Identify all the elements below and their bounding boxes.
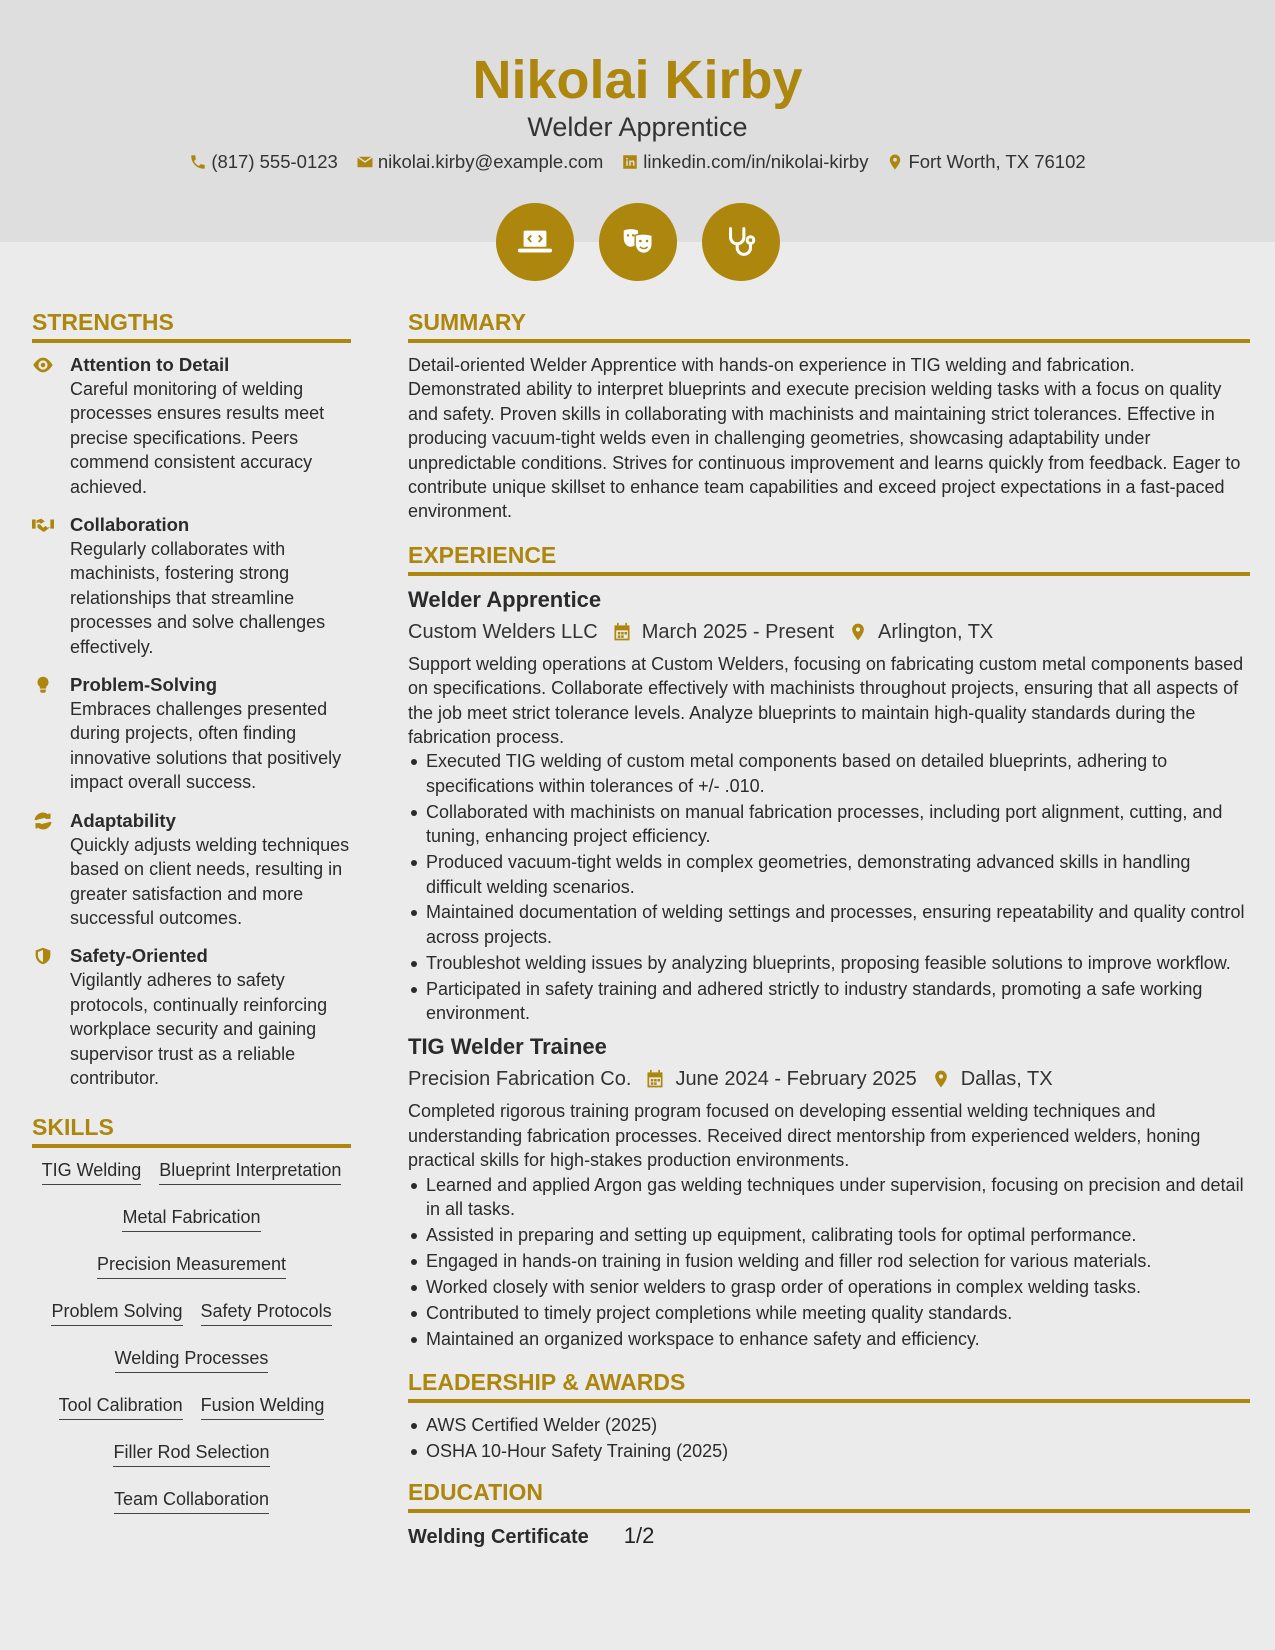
page-number: 1/2 xyxy=(623,1523,655,1549)
handshake-icon xyxy=(32,516,54,534)
badge-masks xyxy=(599,203,677,281)
job-location: Dallas, TX xyxy=(960,1068,1053,1091)
contact-phone[interactable] xyxy=(189,151,338,173)
skills-list xyxy=(32,1158,351,1514)
strength-title: Attention to Detail xyxy=(70,354,230,375)
strength-title: Adaptability xyxy=(70,809,176,831)
skill-tag: Fusion Welding xyxy=(201,1393,325,1420)
candidate-name: Nikolai Kirby xyxy=(472,50,803,110)
job-description: Support welding operations at Custom Welders, focusing on fabricating custom metal components based on specifications. Collaborate effectively with machinists throughout projects, ensuring that all aspects of the job meet strict tolerance levels. Analyze blueprints to maintain high-quality standards during the fabrication process. xyxy=(408,653,1244,748)
strength-title: Problem-Solving xyxy=(70,674,217,696)
strength-item xyxy=(32,353,351,499)
location-pin-icon xyxy=(931,1069,951,1089)
eye-icon xyxy=(32,356,54,374)
summary-text: Detail-oriented Welder Apprentice with hands-on experience in TIG welding and fabrication. Demonstrated ability to interpret blueprints and execute precision welding tasks with a focus on quality and safety. Proven skills in collaborating with machinists and maintaining strict tolerances. Effective in producing vacuum-tight welds even in challenging geometries, showcasing adaptability under unpredictable conditions. Strives for continuous improvement and learns quickly from feedback. Eager to contribute unique skillset to enhance team capabilities and exceed project expectations in a fast-paced environment. xyxy=(408,355,1241,522)
skill-tag: Welding Processes xyxy=(115,1346,269,1373)
strength-desc: Quickly adjusts welding techniques based on client needs, resulting in greater satisfaction and more successful outcomes. xyxy=(70,834,350,928)
job-bullet: Produced vacuum-tight welds in complex geometries, demonstrating advanced skills in handling difficult welding scenarios. xyxy=(408,850,1250,899)
strength-item xyxy=(32,944,351,1090)
education-title: Welding Certificate xyxy=(408,1526,589,1549)
contact-location xyxy=(886,151,1085,173)
strengths-heading: STRENGTHS xyxy=(32,307,351,343)
job-bullet: Worked closely with senior welders to grasp order of operations in complex welding tasks. xyxy=(408,1275,1250,1299)
job-bullet: Maintained an organized workspace to enhance safety and efficiency. xyxy=(408,1327,1250,1351)
skills-heading: SKILLS xyxy=(32,1112,351,1148)
skill-tag: Team Collaboration xyxy=(114,1487,269,1514)
icon-badges xyxy=(0,203,1275,281)
calendar-icon xyxy=(612,622,632,642)
contact-linkedin[interactable] xyxy=(621,151,868,173)
experience-heading: EXPERIENCE xyxy=(408,540,1250,576)
award-item: AWS Certified Welder (2025) xyxy=(408,1413,1250,1437)
skill-tag: Metal Fabrication xyxy=(122,1205,260,1232)
job-location: Arlington, TX xyxy=(878,620,994,643)
strength-desc: Careful monitoring of welding processes ensures results meet precise specifications. Peers commend consistent accuracy achieved. xyxy=(70,379,325,497)
strength-desc: Regularly collaborates with machinists, fostering strong relationships that streamline processes and solve challenges effectively. xyxy=(70,539,326,657)
sync-icon xyxy=(32,812,54,830)
phone-icon xyxy=(189,153,207,171)
job-bullet: Contributed to timely project completions while meeting quality standards. xyxy=(408,1301,1250,1325)
strength-item xyxy=(32,673,351,795)
skill-tag: Problem Solving xyxy=(51,1299,182,1326)
summary-heading: SUMMARY xyxy=(408,307,1250,343)
strength-title: Safety-Oriented xyxy=(70,945,208,967)
job-description: Completed rigorous training program focused on developing essential welding techniques and understanding fabrication processes. Received direct mentorship from experienced welders, honing practical skills for high-stakes production environments. xyxy=(408,1101,1201,1171)
job-entry xyxy=(408,1033,1250,1351)
contact-email[interactable] xyxy=(356,151,603,173)
job-company: Precision Fabrication Co. xyxy=(408,1068,632,1091)
badge-stethoscope xyxy=(702,203,780,281)
skill-tag: Blueprint Interpretation xyxy=(159,1158,341,1185)
badge-laptop xyxy=(496,203,574,281)
linkedin-icon xyxy=(621,153,639,171)
job-company: Custom Welders LLC xyxy=(408,620,598,643)
job-bullet: Engaged in hands-on training in fusion welding and filler rod selection for various materials. xyxy=(408,1249,1250,1273)
skill-tag: Safety Protocols xyxy=(201,1299,332,1326)
email-text: nikolai.kirby@example.com xyxy=(377,151,604,172)
job-bullets xyxy=(408,749,1250,1025)
job-title: TIG Welder Trainee xyxy=(408,1034,607,1060)
education-heading: EDUCATION xyxy=(408,1477,1250,1513)
linkedin-text: linkedin.com/in/nikolai-kirby xyxy=(643,151,869,172)
strength-desc: Vigilantly adheres to safety protocols, continually reinforcing workplace security and gaining supervisor trust as a reliable contributor. xyxy=(70,970,328,1088)
job-bullets xyxy=(408,1173,1250,1351)
job-bullet: Assisted in preparing and setting up equipment, calibrating tools for optimal performance. xyxy=(408,1223,1250,1247)
job-bullet: Executed TIG welding of custom metal components based on detailed blueprints, adhering to specifications within tolerances of +/- .010. xyxy=(408,749,1250,798)
awards-heading: LEADERSHIP & AWARDS xyxy=(408,1367,1250,1403)
envelope-icon xyxy=(356,153,374,171)
contact-bar xyxy=(0,151,1275,173)
award-item: OSHA 10-Hour Safety Training (2025) xyxy=(408,1439,1250,1463)
shield-icon xyxy=(32,947,54,965)
location-pin-icon xyxy=(848,622,868,642)
education-entry xyxy=(408,1523,1250,1549)
location-text: Fort Worth, TX 76102 xyxy=(908,151,1086,172)
job-meta xyxy=(408,1065,1250,1093)
job-meta xyxy=(408,618,1250,646)
job-bullet: Participated in safety training and adhered strictly to industry standards, promoting a safe working environment. xyxy=(408,977,1250,1026)
strength-item xyxy=(32,513,351,659)
skill-tag: Filler Rod Selection xyxy=(113,1440,269,1467)
laptop-code-icon xyxy=(516,223,554,261)
job-bullet: Maintained documentation of welding settings and processes, ensuring repeatability and quality control across projects. xyxy=(408,900,1250,949)
strength-title: Collaboration xyxy=(70,514,190,536)
phone-text: (817) 555-0123 xyxy=(211,151,338,172)
location-pin-icon xyxy=(886,153,904,171)
awards-list xyxy=(408,1413,1250,1463)
stethoscope-icon xyxy=(722,223,760,261)
skill-tag: Precision Measurement xyxy=(97,1252,286,1279)
candidate-title: Welder Apprentice xyxy=(527,112,748,142)
job-entry xyxy=(408,586,1250,1026)
job-bullet: Collaborated with machinists on manual fabrication processes, including port alignment, cutting, and tuning, enhancing project efficiency. xyxy=(408,800,1250,849)
job-bullet: Learned and applied Argon gas welding techniques under supervision, focusing on precision and detail in all tasks. xyxy=(408,1173,1250,1222)
skill-tag: TIG Welding xyxy=(42,1158,142,1185)
job-title: Welder Apprentice xyxy=(408,586,602,612)
strength-item xyxy=(32,809,351,931)
left-column xyxy=(32,307,351,1514)
theater-masks-icon xyxy=(619,223,657,261)
calendar-icon xyxy=(645,1069,665,1089)
job-dates: March 2025 - Present xyxy=(641,620,835,643)
strength-desc: Embraces challenges presented during projects, often finding innovative solutions that positively impact overall success. xyxy=(70,699,342,793)
right-column xyxy=(408,307,1250,1549)
lightbulb-icon xyxy=(32,676,54,694)
skill-tag: Tool Calibration xyxy=(59,1393,183,1420)
job-bullet: Troubleshot welding issues by analyzing blueprints, proposing feasible solutions to improve workflow. xyxy=(408,951,1250,975)
job-dates: June 2024 - February 2025 xyxy=(675,1068,917,1091)
